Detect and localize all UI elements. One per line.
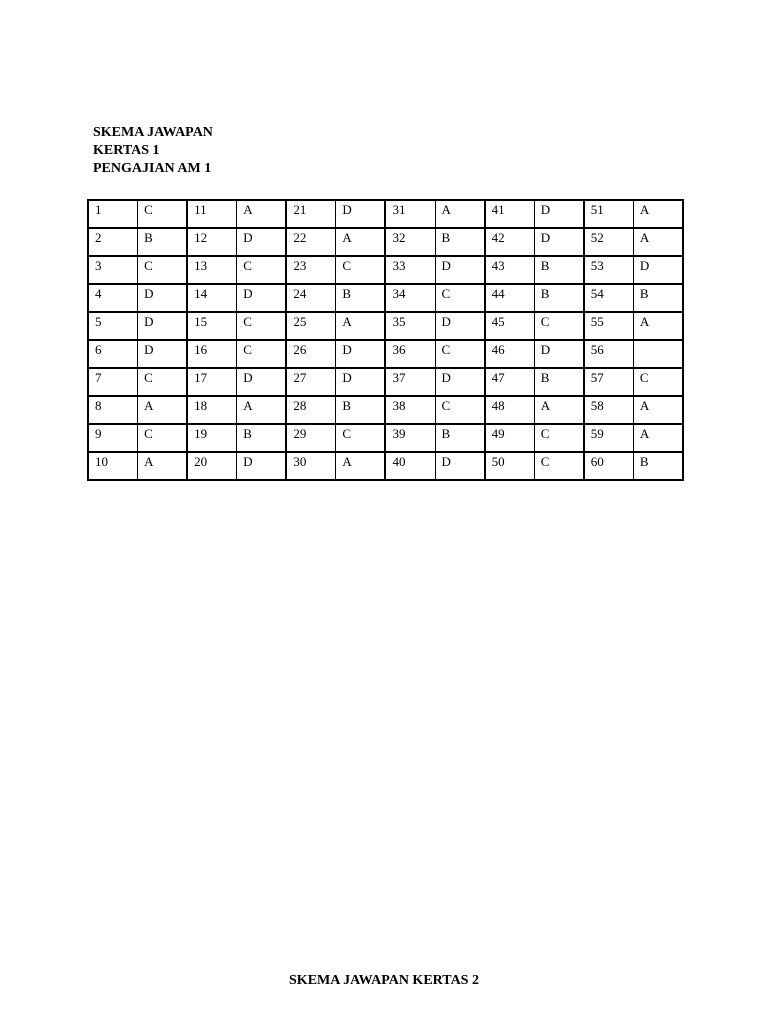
answer-cell: B — [435, 424, 485, 452]
answer-cell: A — [336, 312, 386, 340]
answer-cell: B — [336, 284, 386, 312]
answer-cell: B — [633, 452, 683, 480]
question-number-cell: 56 — [584, 340, 634, 368]
header-paper: KERTAS 1 — [93, 143, 160, 158]
answer-cell: D — [336, 368, 386, 396]
answer-cell: A — [633, 424, 683, 452]
question-number-cell: 3 — [88, 256, 138, 284]
answer-cell: C — [237, 340, 287, 368]
answer-cell: A — [237, 396, 287, 424]
answer-cell: D — [633, 256, 683, 284]
answer-cell: A — [237, 200, 287, 228]
question-number-cell: 34 — [385, 284, 435, 312]
header-subject: PENGAJIAN AM 1 — [93, 161, 212, 176]
answer-cell: D — [138, 312, 188, 340]
answer-cell: D — [237, 228, 287, 256]
question-number-cell: 55 — [584, 312, 634, 340]
table-row — [88, 256, 683, 284]
question-number-cell: 14 — [187, 284, 237, 312]
answer-cell: D — [138, 284, 188, 312]
question-number-cell: 32 — [385, 228, 435, 256]
answer-cell: D — [237, 284, 287, 312]
answer-cell: D — [336, 340, 386, 368]
answer-cell: C — [336, 424, 386, 452]
document-header — [93, 124, 213, 178]
answer-cell: B — [336, 396, 386, 424]
table-row — [88, 368, 683, 396]
table-row — [88, 396, 683, 424]
table-row — [88, 284, 683, 312]
answer-cell: C — [138, 368, 188, 396]
answer-cell: C — [138, 424, 188, 452]
answer-cell: C — [534, 424, 584, 452]
answer-cell: D — [435, 368, 485, 396]
question-number-cell: 7 — [88, 368, 138, 396]
answer-cell: C — [138, 256, 188, 284]
question-number-cell: 38 — [385, 396, 435, 424]
question-number-cell: 47 — [485, 368, 535, 396]
answer-cell: A — [138, 452, 188, 480]
answer-cell: D — [534, 228, 584, 256]
section-heading-paper-2: SKEMA JAWAPAN KERTAS 2 — [289, 973, 479, 988]
answer-cell: A — [633, 228, 683, 256]
question-number-cell: 12 — [187, 228, 237, 256]
question-number-cell: 2 — [88, 228, 138, 256]
header-title: SKEMA JAWAPAN — [93, 125, 213, 140]
answer-cell: B — [138, 228, 188, 256]
question-number-cell: 25 — [286, 312, 336, 340]
answer-cell: D — [237, 452, 287, 480]
table-row — [88, 340, 683, 368]
answer-cell: D — [534, 340, 584, 368]
question-number-cell: 49 — [485, 424, 535, 452]
answer-cell: C — [138, 200, 188, 228]
question-number-cell: 39 — [385, 424, 435, 452]
answer-cell: A — [138, 396, 188, 424]
answer-cell: C — [534, 452, 584, 480]
question-number-cell: 43 — [485, 256, 535, 284]
question-number-cell: 22 — [286, 228, 336, 256]
question-number-cell: 53 — [584, 256, 634, 284]
question-number-cell: 42 — [485, 228, 535, 256]
answer-cell: C — [336, 256, 386, 284]
answer-cell: B — [534, 284, 584, 312]
question-number-cell: 45 — [485, 312, 535, 340]
question-number-cell: 33 — [385, 256, 435, 284]
answer-cell — [633, 340, 683, 368]
question-number-cell: 9 — [88, 424, 138, 452]
answer-cell: B — [633, 284, 683, 312]
answer-cell: C — [534, 312, 584, 340]
question-number-cell: 6 — [88, 340, 138, 368]
answer-cell: B — [534, 368, 584, 396]
table-row — [88, 228, 683, 256]
answer-cell: D — [435, 452, 485, 480]
question-number-cell: 4 — [88, 284, 138, 312]
question-number-cell: 21 — [286, 200, 336, 228]
answer-cell: C — [435, 284, 485, 312]
answer-cell: D — [435, 312, 485, 340]
answer-cell: B — [237, 424, 287, 452]
answer-cell: D — [336, 200, 386, 228]
answer-cell: A — [336, 228, 386, 256]
question-number-cell: 36 — [385, 340, 435, 368]
answer-cell: A — [633, 312, 683, 340]
question-number-cell: 46 — [485, 340, 535, 368]
question-number-cell: 37 — [385, 368, 435, 396]
answer-key-table — [87, 199, 684, 481]
question-number-cell: 50 — [485, 452, 535, 480]
answer-cell: C — [435, 396, 485, 424]
answer-cell: C — [435, 340, 485, 368]
table-row — [88, 452, 683, 480]
question-number-cell: 1 — [88, 200, 138, 228]
question-number-cell: 40 — [385, 452, 435, 480]
question-number-cell: 26 — [286, 340, 336, 368]
answer-key-body — [88, 200, 683, 480]
table-row — [88, 424, 683, 452]
question-number-cell: 10 — [88, 452, 138, 480]
answer-cell: C — [633, 368, 683, 396]
table-row — [88, 200, 683, 228]
answer-cell: B — [534, 256, 584, 284]
question-number-cell: 29 — [286, 424, 336, 452]
answer-cell: A — [435, 200, 485, 228]
answer-cell: A — [633, 200, 683, 228]
question-number-cell: 16 — [187, 340, 237, 368]
question-number-cell: 27 — [286, 368, 336, 396]
answer-cell: D — [237, 368, 287, 396]
question-number-cell: 41 — [485, 200, 535, 228]
question-number-cell: 20 — [187, 452, 237, 480]
question-number-cell: 8 — [88, 396, 138, 424]
question-number-cell: 19 — [187, 424, 237, 452]
question-number-cell: 59 — [584, 424, 634, 452]
question-number-cell: 48 — [485, 396, 535, 424]
question-number-cell: 44 — [485, 284, 535, 312]
question-number-cell: 58 — [584, 396, 634, 424]
answer-cell: D — [435, 256, 485, 284]
answer-cell: A — [534, 396, 584, 424]
question-number-cell: 18 — [187, 396, 237, 424]
question-number-cell: 30 — [286, 452, 336, 480]
answer-cell: C — [237, 256, 287, 284]
table-row — [88, 312, 683, 340]
question-number-cell: 23 — [286, 256, 336, 284]
question-number-cell: 51 — [584, 200, 634, 228]
question-number-cell: 35 — [385, 312, 435, 340]
answer-cell: C — [237, 312, 287, 340]
question-number-cell: 31 — [385, 200, 435, 228]
question-number-cell: 13 — [187, 256, 237, 284]
question-number-cell: 52 — [584, 228, 634, 256]
question-number-cell: 24 — [286, 284, 336, 312]
answer-cell: A — [633, 396, 683, 424]
answer-cell: D — [534, 200, 584, 228]
answer-cell: D — [138, 340, 188, 368]
question-number-cell: 17 — [187, 368, 237, 396]
question-number-cell: 28 — [286, 396, 336, 424]
answer-cell: A — [336, 452, 386, 480]
question-number-cell: 15 — [187, 312, 237, 340]
question-number-cell: 5 — [88, 312, 138, 340]
question-number-cell: 60 — [584, 452, 634, 480]
question-number-cell: 11 — [187, 200, 237, 228]
answer-cell: B — [435, 228, 485, 256]
question-number-cell: 57 — [584, 368, 634, 396]
question-number-cell: 54 — [584, 284, 634, 312]
